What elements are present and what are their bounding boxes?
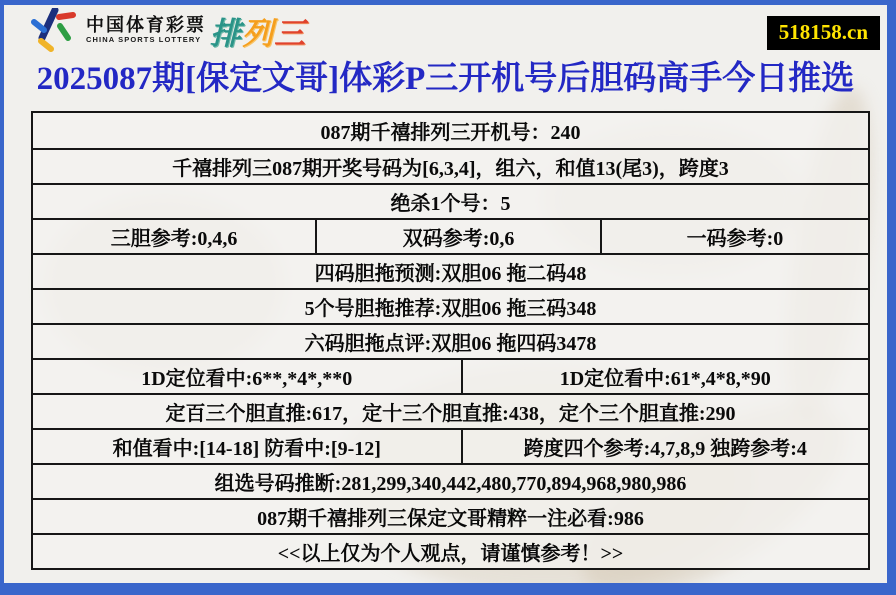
table-cell: 5个号胆拖推荐:双胆06 拖三码348 [33,290,868,323]
table-row [33,393,868,428]
pailie3-char: 三 [274,15,306,51]
table-cell: 四码胆拖预测:双胆06 拖二码48 [33,255,868,288]
table-row [33,323,868,358]
table-cell: 三胆参考:0,4,6 [33,220,315,253]
table-row [33,218,868,253]
table-cell: 1D定位看中:6**,*4*,**0 [33,360,461,393]
table-cell: 跨度四个参考:4,7,8,9 独跨参考:4 [461,430,868,463]
pailie3-char: 排 [210,15,242,51]
table-row [33,148,868,183]
table-cell: 六码胆拖点评:双胆06 拖四码3478 [33,325,868,358]
sports-lottery-star-icon [30,8,76,52]
table-row [33,498,868,533]
pailie3-char: 列 [242,15,274,51]
table-cell: 087期千禧排列三开机号：240 [33,113,868,148]
table-row [33,533,868,568]
product-logo-pailie3 [210,8,306,53]
table-row [33,253,868,288]
table-cell: 组选号码推断:281,299,340,442,480,770,894,968,980,986 [33,465,868,498]
table-cell: 千禧排列三087期开奖号码为[6,3,4]，组六，和值13(尾3)，跨度3 [33,150,868,183]
table-cell: 定百三个胆直推:617，定十三个胆直推:438，定个三个胆直推:290 [33,395,868,428]
table-cell: 双码参考:0,6 [315,220,600,253]
page-title: 2025087期[保定文哥]体彩P三开机号后胆码高手今日推选 [36,61,855,97]
brand-block [86,16,206,44]
table-cell: 一码参考:0 [600,220,868,253]
table-cell: 087期千禧排列三保定文哥精粹一注必看:986 [33,500,868,533]
site-header [4,5,887,55]
table-row [33,463,868,498]
table-cell: 和值看中:[14-18] 防看中:[9-12] [33,430,461,463]
table-cell: 绝杀1个号：5 [33,185,868,218]
table-row [33,428,868,463]
table-cell: 1D定位看中:61*,4*8,*90 [461,360,868,393]
table-row [33,183,868,218]
brand-name-en: CHINA SPORTS LOTTERY [86,35,202,45]
brand-name-cn: 中国体育彩票 [86,15,206,36]
table-row [33,358,868,393]
table-row [33,113,868,148]
table-row [33,288,868,323]
prediction-table [31,111,870,570]
table-cell: <<以上仅为个人观点，请谨慎参考！>> [33,535,868,568]
site-url-badge[interactable]: 518158.cn [767,16,880,50]
